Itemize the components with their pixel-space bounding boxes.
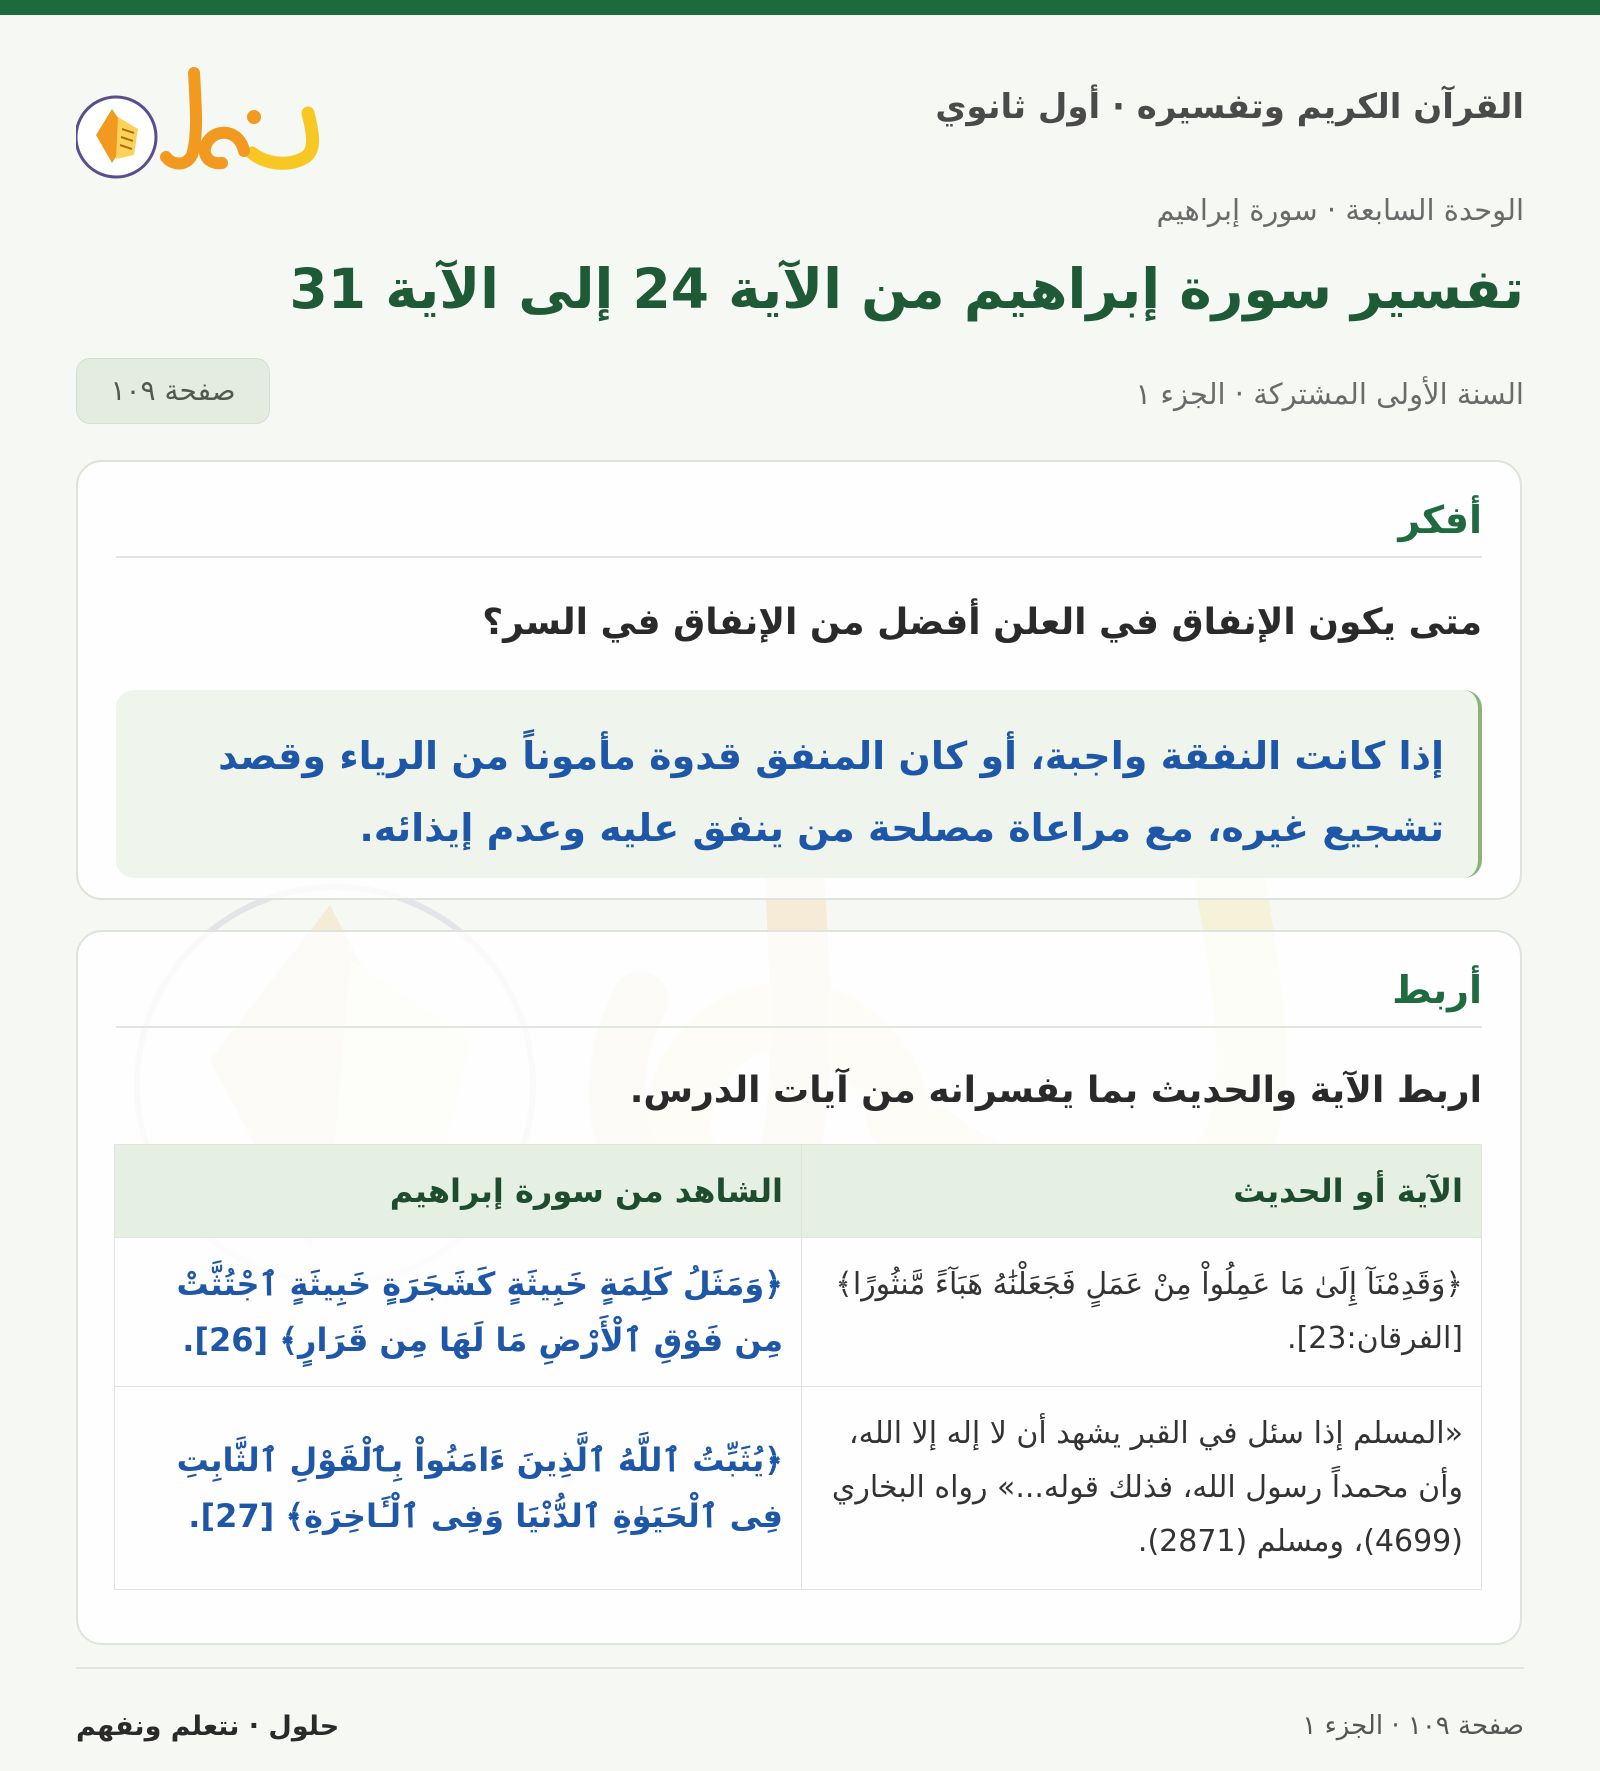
- link-table: [114, 1144, 1482, 1590]
- top-accent-bar: [0, 0, 1600, 15]
- page-number-badge: صفحة ١٠٩: [76, 358, 270, 424]
- breadcrumb: الوحدة السابعة · سورة إبراهيم: [1156, 193, 1524, 227]
- document-page: [76, 15, 1524, 1742]
- link-question: اربط الآية والحديث بما يفسرانه من آيات الدرس.: [629, 1070, 1482, 1111]
- source-cell: ﴿وَقَدِمْنَآ إِلَىٰ مَا عَمِلُواْ مِنْ عَمَلٍ فَجَعَلْنَٰهُ هَبَآءً مَّنثُورًا﴾ [الفرقان:23].: [802, 1238, 1482, 1387]
- subject-title: القرآن الكريم وتفسيره · أول ثانوي: [935, 87, 1524, 127]
- logo-icon: [76, 51, 336, 181]
- brand-logo[interactable]: [76, 51, 336, 181]
- link-card: [76, 930, 1522, 1645]
- column-header-source: الآية أو الحديث: [802, 1145, 1482, 1238]
- column-header-witness: الشاهد من سورة إبراهيم: [115, 1145, 802, 1238]
- think-answer: إذا كانت النفقة واجبة، أو كان المنفق قدوة مأموناً من الرياء وقصد تشجيع غيره، مع مراعاة مصلحة من ينفق عليه وعدم إيذائه.: [116, 690, 1482, 878]
- table-header-row: [115, 1145, 1482, 1238]
- think-heading: أفكر: [116, 498, 1482, 558]
- footer-brand: حلول · نتعلم ونفهم: [76, 1711, 340, 1742]
- source-cell: «المسلم إذا سئل في القبر يشهد أن لا إله إلا الله، وأن محمداً رسول الله، فذلك قوله...» رواه البخاري (4699)، ومسلم (2871).: [802, 1387, 1482, 1590]
- witness-cell: ﴿وَمَثَلُ كَلِمَةٍ خَبِيثَةٍ كَشَجَرَةٍ خَبِيثَةٍ ٱجْتُثَّتْ مِن فَوْقِ ٱلْأَرْضِ مَا لَهَا مِن قَرَارٍ﴾ [26].: [115, 1238, 802, 1387]
- table-row: [115, 1387, 1482, 1590]
- witness-cell: ﴿يُثَبِّتُ ٱللَّهُ ٱلَّذِينَ ءَامَنُواْ بِٱلْقَوْلِ ٱلثَّابِتِ فِى ٱلْحَيَوٰةِ ٱلدُّنْيَا وَفِى ٱلْـَٔاخِرَةِ﴾ [27].: [115, 1387, 802, 1590]
- link-heading: أربط: [116, 968, 1482, 1028]
- think-card: [76, 460, 1522, 900]
- book-meta: السنة الأولى المشتركة · الجزء ١: [1135, 377, 1524, 411]
- footer-page-info: صفحة ١٠٩ · الجزء ١: [1302, 1711, 1524, 1741]
- page-title: تفسير سورة إبراهيم من الآية 24 إلى الآية 31: [289, 257, 1524, 321]
- think-question: متى يكون الإنفاق في العلن أفضل من الإنفاق في السر؟: [482, 602, 1482, 643]
- table-row: [115, 1238, 1482, 1387]
- header: [76, 15, 1524, 185]
- footer-divider: [76, 1667, 1524, 1669]
